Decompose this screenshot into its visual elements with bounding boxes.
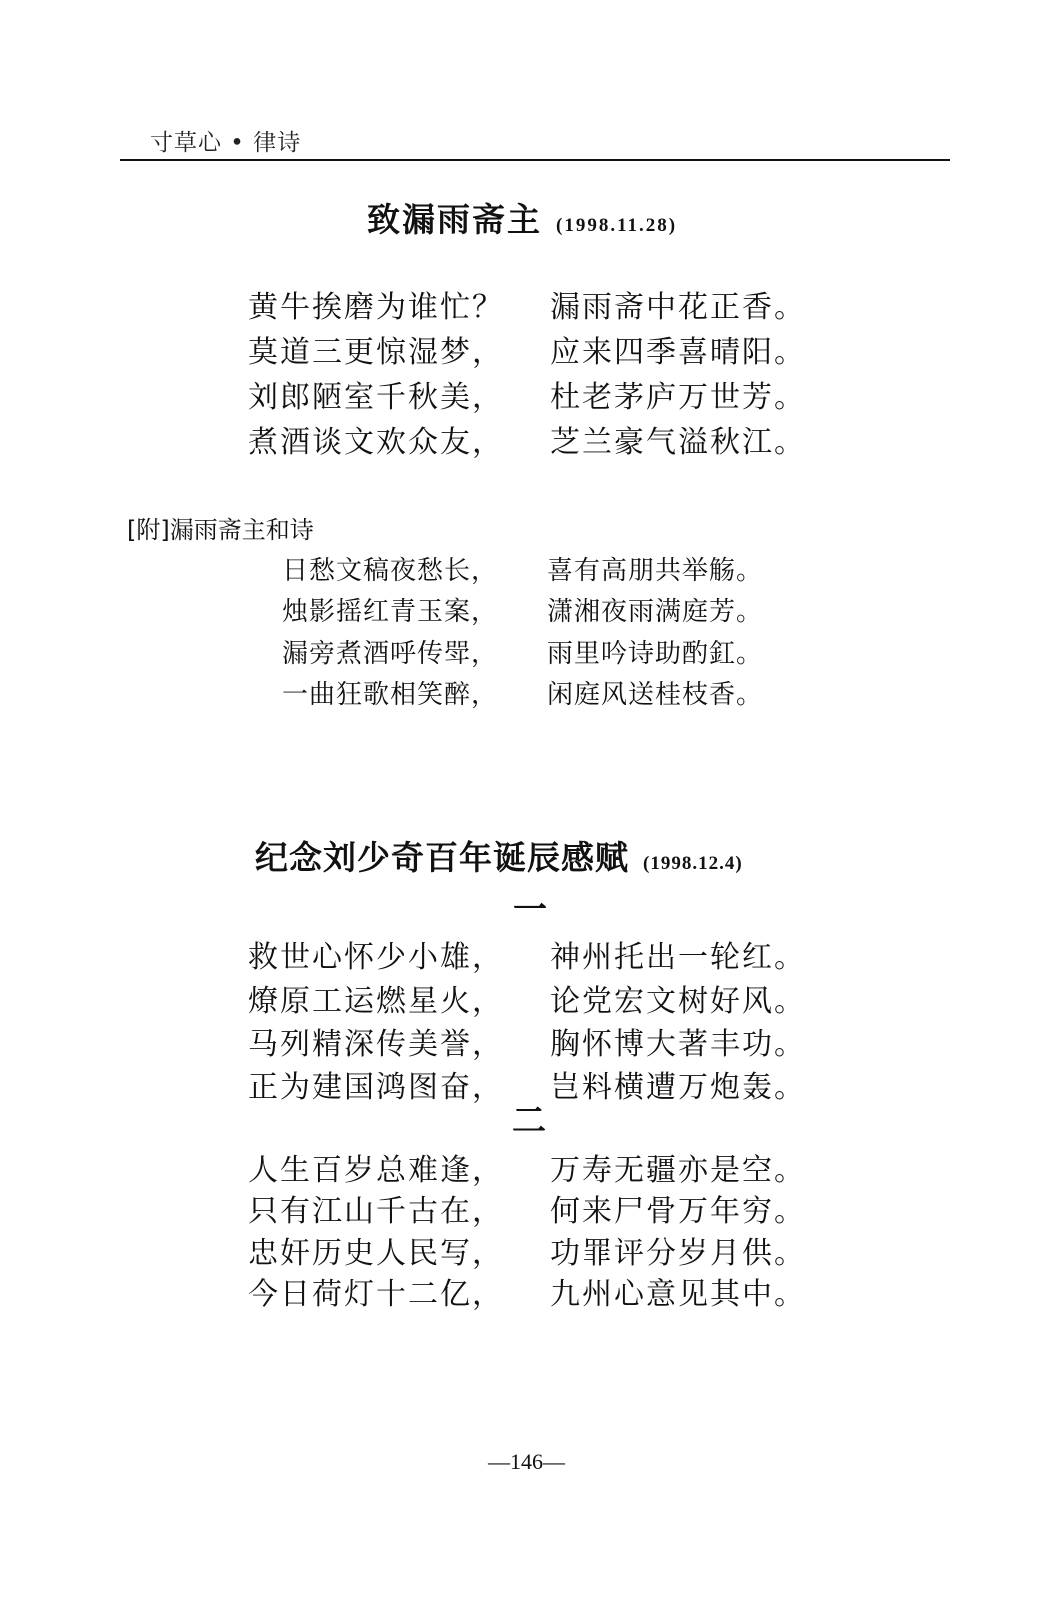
appendix-line-right: 闲庭风送桂枝香。: [547, 680, 764, 710]
poem2-s1-line-right: 胸怀博大著丰功。: [550, 1027, 806, 1062]
appendix-line-right: 喜有高朋共举觞。: [547, 556, 764, 586]
poem1-line-left: 黄牛挨磨为谁忙？: [248, 290, 504, 325]
appendix-heading: [附]漏雨斋主和诗: [127, 516, 314, 544]
poem2-s1-line-left: 马列精深传美誉，: [248, 1027, 504, 1062]
poem2-s1-line-right: 论党宏文树好风。: [550, 984, 806, 1019]
appendix-line-right: 潇湘夜雨满庭芳。: [547, 597, 764, 627]
poem2-s2-line-left: 只有江山千古在，: [248, 1194, 504, 1229]
poem1-line-right: 芝兰豪气溢秋江。: [550, 425, 806, 460]
poem1-line-right: 应来四季喜晴阳。: [550, 335, 806, 370]
poem2-s2-line-left: 人生百岁总难逢，: [248, 1153, 504, 1188]
poem2-s1-line-right: 岂料横遭万炮轰。: [550, 1070, 806, 1105]
poem2-s2-line-right: 九州心意见其中。: [550, 1277, 806, 1312]
appendix-line-left: 一曲狂歌相笑醉，: [282, 680, 499, 710]
poem2-section1-number: 一: [513, 890, 547, 930]
poem2-s2-line-right: 功罪评分岁月供。: [550, 1236, 806, 1271]
poem2-title-text: 纪念刘少奇百年诞辰感赋: [255, 838, 629, 877]
poem2-s1-line-left: 燎原工运燃星火，: [248, 984, 504, 1019]
poem1-line-right: 杜老茅庐万世芳。: [550, 380, 806, 415]
poem1-title-text: 致漏雨斋主: [367, 200, 542, 239]
poem2-s2-line-right: 万寿无疆亦是空。: [550, 1153, 806, 1188]
poem2-date: (1998.12.4): [643, 853, 743, 874]
header-rule: [120, 159, 950, 161]
poem1-title: [367, 194, 677, 241]
poem1-line-right: 漏雨斋中花正香。: [550, 290, 806, 325]
appendix-line-left: 烛影摇红青玉案，: [282, 597, 499, 627]
poem2-s1-line-right: 神州托出一轮红。: [550, 940, 806, 975]
poem2-s1-line-left: 救世心怀少小雄，: [248, 940, 504, 975]
poem1-line-left: 莫道三更惊湿梦，: [248, 335, 504, 370]
poem1-line-left: 煮酒谈文欢众友，: [248, 425, 504, 460]
poem2-title: [255, 832, 743, 879]
running-header: 寸草心 • 律诗: [150, 130, 302, 156]
appendix-line-right: 雨里吟诗助酌釭。: [547, 639, 764, 669]
poem1-line-left: 刘郎陋室千秋美，: [248, 380, 504, 415]
poem2-s2-line-left: 忠奸历史人民写，: [248, 1236, 504, 1271]
poem2-s1-line-left: 正为建国鸿图奋，: [248, 1070, 504, 1105]
poem1-date: (1998.11.28): [556, 215, 678, 236]
poem2-s2-line-right: 何来尸骨万年穷。: [550, 1194, 806, 1229]
appendix-line-left: 日愁文稿夜愁长，: [282, 556, 499, 586]
appendix-line-left: 漏旁煮酒呼传斝，: [282, 639, 499, 669]
poem2-s2-line-left: 今日荷灯十二亿，: [248, 1277, 504, 1312]
poem2-section2-number: 二: [512, 1101, 546, 1141]
page-number: —146—: [488, 1449, 565, 1474]
